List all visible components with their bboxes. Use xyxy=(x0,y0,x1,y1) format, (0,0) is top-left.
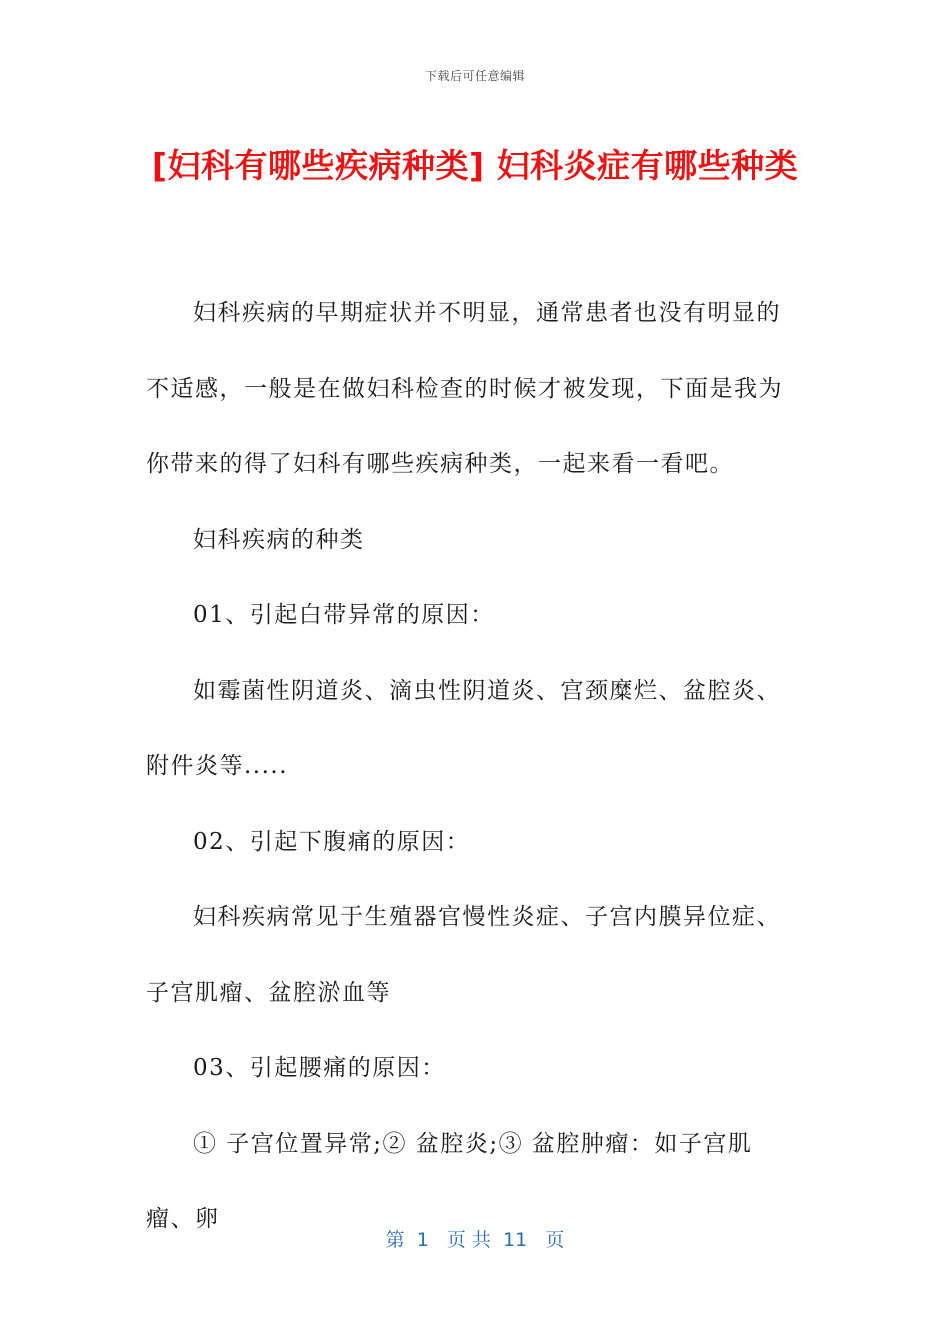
header-note: 下载后可任意编辑 xyxy=(424,69,525,83)
document-title: [妇科有哪些疾病种类] 妇科炎症有哪些种类 xyxy=(151,146,799,185)
paragraph-item-02: 02、引起下腹痛的原因： xyxy=(193,828,471,855)
document-body xyxy=(146,276,798,1258)
paragraph-item-03: 03、引起腰痛的原因： xyxy=(193,1055,446,1081)
paragraph-item-01: 01、引起白带异常的原因： xyxy=(193,602,495,628)
paragraph-intro: 妇科疾病的早期症状并不明显，通常患者也没有明显的不适感，一般是在做妇科检查的时候才被发现，下面是我为你带来的得了妇科有哪些疾病种类，一起来看一看吧。 xyxy=(146,300,783,477)
paragraph-item-02-detail: 妇科疾病常见于生殖器官慢性炎症、子宫内膜异位症、子宫肌瘤、盆腔淤血等 xyxy=(146,904,781,1006)
page-number-footer: 第 1 页 共 11 页 xyxy=(385,1229,565,1251)
paragraph-item-03-detail: ① 子宫位置异常;② 盆腔炎;③ 盆腔肿瘤：如子宫肌瘤、卵 xyxy=(146,1130,753,1232)
paragraph-section-heading: 妇科疾病的种类 xyxy=(193,526,365,553)
paragraph-item-01-detail: 如霉菌性阴道炎、滴虫性阴道炎、宫颈糜烂、盆腔炎、附件炎等..... xyxy=(146,677,781,779)
